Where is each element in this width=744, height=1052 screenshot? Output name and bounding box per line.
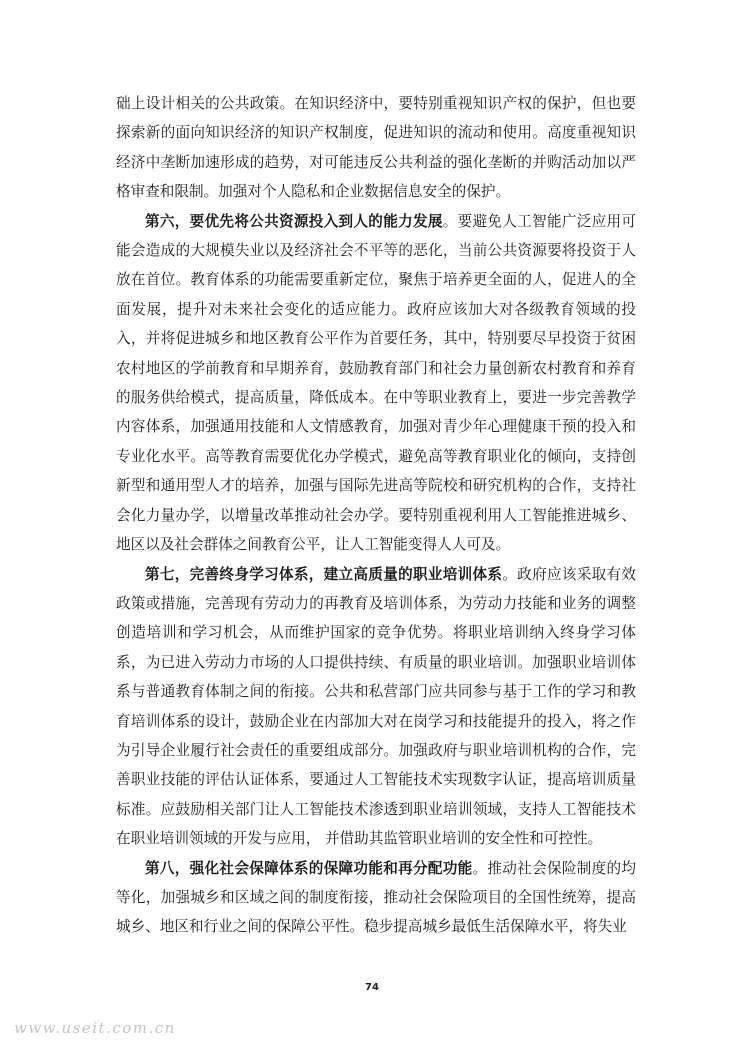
paragraph-heading: 第七，完善终身学习体系，建立高质量的职业培训体系 <box>145 565 503 583</box>
paragraph-text: 。政府应该采取有效政策或措施，完善现有劳动力的再教育及培训体系，为劳动力技能和业务的调整创造培训和学习机会，从而维护国家的竞争优势。将职业培训纳入终身学习体系，为已进入劳动力市场的人口提供持续、有质量的职业培训。加强职业培训体系与普通教育体制之间的衔接。公共和私营部门应共同参与基于工作的学习和教育培训体系的设计，鼓励企业在内部加大对在岗学习和技能提升的投入，将之作为引导企业履行社会责任的重要组成部分。加强政府与职业培训机构的合作，完善职业技能的评估认证体系，要通过人工智能技术实现数字认证，提高培训质量标准。应鼓励相关部门让人工智能技术渗透到职业培训领域，支持人工智能技术在职业培训领域的开发与应用， 并借助其监管职业培训的安全性和可控性。 <box>116 565 636 848</box>
paragraph-continuation <box>116 89 636 207</box>
paragraph-text: 。推动社会保险制度的均等化，加强城乡和区域之间的制度衔接，推动社会保险项目的全国性统筹，提高城乡、地区和行业之间的保障公平性。稳步提高城乡最低生活保障水平，将失业 <box>116 859 636 936</box>
page-number: 74 <box>365 982 379 993</box>
paragraph-seventh-point <box>116 560 636 854</box>
paragraph-heading: 第八，强化社会保障体系的保障功能和再分配功能 <box>145 859 473 877</box>
paragraph-text: 。要避免人工智能广泛应用可能会造成的大规模失业以及经济社会不平等的恶化，当前公共资源要将投资于人放在首位。教育体系的功能需要重新定位，聚焦于培养更全面的人，促进人的全面发展，提升对未来社会变化的适应能力。政府应该加大对各级教育领域的投入，并将促进城乡和地区教育公平作为首要任务，其中，特别要尽早投资于贫困农村地区的学前教育和早期养育，鼓励教育部门和社会力量创新农村教育和养育的服务供给模式，提高质量，降低成本。在中等职业教育上，要进一步完善教学内容体系，加强通用技能和人文情感教育，加强对青少年心理健康干预的投入和专业化水平。高等教育需要优化办学模式，避免高等教育职业化的倾向，支持创新型和通用型人才的培养，加强与国际先进高等院校和研究机构的合作，支持社会化力量办学，以增量改革推动社会办学。要特别重视利用人工智能推进城乡、地区以及社会群体之间教育公平，让人工智能变得人人可及。 <box>116 212 636 554</box>
paragraph-heading: 第六，要优先将公共资源投入到人的能力发展 <box>145 212 443 230</box>
watermark-text: www.useit.com.cn <box>14 1019 176 1037</box>
paragraph-sixth-point <box>116 207 636 560</box>
paragraph-eighth-point <box>116 854 636 942</box>
paragraph-text: 础上设计相关的公共政策。在知识经济中，要特别重视知识产权的保护，但也要探索新的面向知识经济的知识产权制度，促进知识的流动和使用。高度重视知识经济中垄断加速形成的趋势，对可能违反公共利益的强化垄断的并购活动加以严格审查和限制。加强对个人隐私和企业数据信息安全的保护。 <box>116 95 636 201</box>
document-body <box>116 89 636 942</box>
